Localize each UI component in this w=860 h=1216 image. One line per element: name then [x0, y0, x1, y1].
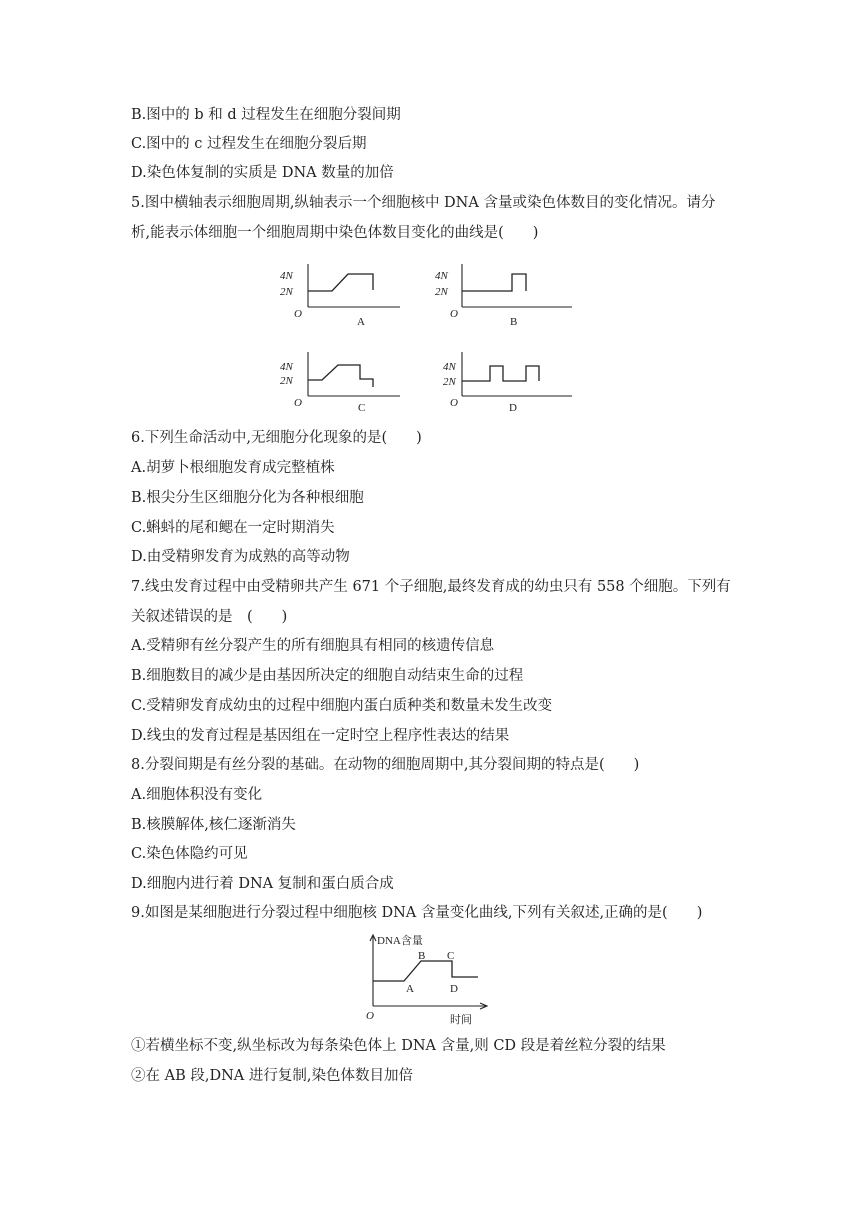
graph-c-label-2n: 2N — [280, 375, 293, 387]
q9-statement-1: ①若横坐标不变,纵坐标改为每条染色体上 DNA 含量,则 CD 段是着丝粒分裂的结果 — [131, 1038, 666, 1054]
q9-graph-figure — [360, 930, 490, 1028]
q9-dna-curve — [373, 961, 478, 981]
q6-option-c: C.蝌蚪的尾和鳃在一定时期消失 — [131, 520, 335, 536]
graph-a-curve — [308, 274, 373, 291]
q5-graph-d — [443, 352, 572, 414]
q8-option-d: D.细胞内进行着 DNA 复制和蛋白质合成 — [131, 876, 394, 892]
q4-option-d: D.染色体复制的实质是 DNA 数量的加倍 — [131, 165, 394, 181]
q8-stem: 8.分裂间期是有丝分裂的基础。在动物的细胞周期中,其分裂间期的特点是( ) — [131, 757, 640, 773]
q5-graph-c — [280, 352, 400, 414]
graph-b-label-4n: 4N — [435, 270, 448, 282]
q7-stem-line1: 7.线虫发育过程中由受精卵共产生 671 个子细胞,最终发育成的幼虫只有 558 个细胞。下列有 — [131, 579, 731, 595]
q7-option-c: C.受精卵发育成幼虫的过程中细胞内蛋白质种类和数量未发生改变 — [131, 698, 553, 714]
q9-point-b: B — [418, 950, 426, 962]
q7-option-b: B.细胞数目的减少是由基因所决定的细胞自动结束生命的过程 — [131, 668, 524, 684]
graph-d-label-2n: 2N — [443, 376, 456, 388]
q5-graph-a — [280, 264, 400, 328]
graph-c-curve — [308, 365, 373, 387]
graph-d-label-4n: 4N — [443, 361, 456, 373]
graph-b-curve — [462, 274, 526, 291]
graph-a-label-4n: 4N — [280, 270, 293, 282]
graph-a-origin: O — [294, 308, 302, 320]
q6-option-a: A.胡萝卜根细胞发育成完整植株 — [131, 460, 335, 476]
graph-d-caption: D — [509, 402, 517, 414]
q7-option-d: D.线虫的发育过程是基因组在一定时空上程序性表达的结果 — [131, 728, 510, 744]
q9-point-a: A — [406, 983, 414, 995]
q6-option-b: B.根尖分生区细胞分化为各种根细胞 — [131, 490, 364, 506]
q5-graph-b — [435, 264, 572, 328]
q9-point-c: C — [447, 950, 455, 962]
q5-stem-line1: 5.图中横轴表示细胞周期,纵轴表示一个细胞核中 DNA 含量或染色体数目的变化情况。请分 — [131, 195, 716, 211]
graph-c-origin: O — [294, 397, 302, 409]
q8-option-a: A.细胞体积没有变化 — [131, 787, 263, 803]
graph-c-label-4n: 4N — [280, 361, 293, 373]
q4-option-c: C.图中的 c 过程发生在细胞分裂后期 — [131, 136, 367, 152]
q9-statement-2: ②在 AB 段,DNA 进行复制,染色体数目加倍 — [131, 1068, 413, 1084]
graph-d-origin: O — [450, 397, 458, 409]
graph-b-label-2n: 2N — [435, 286, 448, 298]
q9-stem: 9.如图是某细胞进行分裂过程中细胞核 DNA 含量变化曲线,下列有关叙述,正确的是( ) — [131, 905, 703, 921]
q5-stem-line2: 析,能表示体细胞一个细胞周期中染色体数目变化的曲线是( ) — [131, 225, 539, 241]
q9-x-label: 时间 — [450, 1014, 472, 1026]
graph-a-caption: A — [357, 316, 365, 328]
graph-b-origin: O — [450, 308, 458, 320]
q7-stem-line2: 关叙述错误的是 ( ) — [131, 609, 288, 625]
q4-option-b: B.图中的 b 和 d 过程发生在细胞分裂间期 — [131, 107, 401, 123]
q5-graphs-figure — [280, 260, 580, 420]
graph-b-caption: B — [510, 316, 518, 328]
q9-point-d: D — [450, 983, 458, 995]
graph-a-label-2n: 2N — [280, 286, 293, 298]
graph-c-caption: C — [358, 402, 366, 414]
q9-origin: O — [366, 1010, 374, 1022]
q8-option-b: B.核膜解体,核仁逐渐消失 — [131, 817, 296, 833]
q6-option-d: D.由受精卵发育为成熟的高等动物 — [131, 549, 350, 565]
q6-stem: 6.下列生命活动中,无细胞分化现象的是( ) — [131, 430, 422, 446]
graph-d-curve — [462, 366, 539, 381]
q9-y-label: DNA含量 — [377, 935, 423, 947]
q8-option-c: C.染色体隐约可见 — [131, 846, 248, 862]
q7-option-a: A.受精卵有丝分裂产生的所有细胞具有相同的核遗传信息 — [131, 638, 495, 654]
